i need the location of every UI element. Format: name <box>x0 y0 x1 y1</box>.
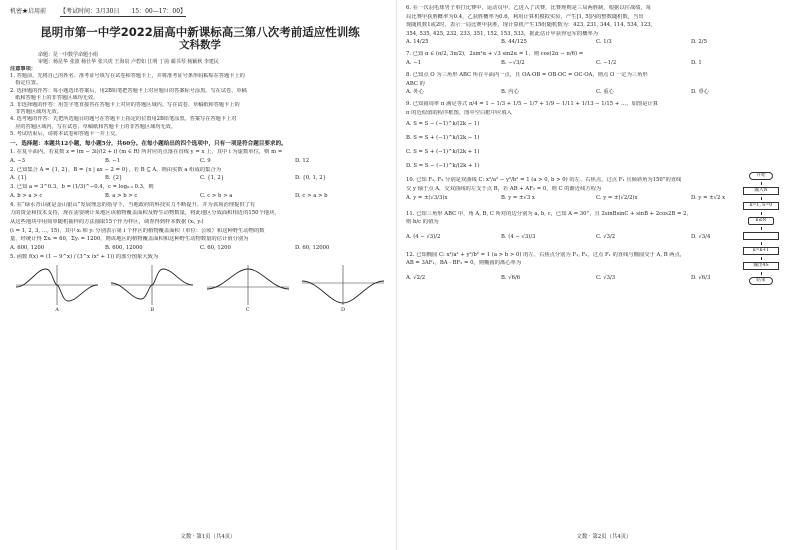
note-line: 应的答题区域内，写在试卷、草稿纸和答题卡上的非答题区域均无效。 <box>10 123 177 130</box>
option: D. c > a > b <box>295 192 328 199</box>
option: D. S = S − (−1)^k/(2k + 1) <box>406 163 480 170</box>
option: A. −1 <box>406 59 422 66</box>
graph-b-plot <box>109 263 195 307</box>
question-5 <box>10 254 390 314</box>
option: D. 2/5 <box>691 39 707 46</box>
question-4 <box>10 202 390 253</box>
option: B. 600, 12000 <box>105 244 143 251</box>
flow-arrow <box>761 182 762 185</box>
notes-list <box>10 73 390 138</box>
question-stem: 5. 函数 f(x) = (1 − 9^x) / (3^x (x² + 1)) 的部分图象大致为 <box>10 253 159 260</box>
option: D. √6/3 <box>691 274 711 281</box>
graph-label: D <box>340 307 345 314</box>
option: C. c > b > a <box>200 192 233 199</box>
note-line: 3. 非选择题的作答：用签字笔直接答在答题卡上对应的答题区域内。写在试卷、草稿纸和答题卡上的 <box>10 102 240 109</box>
option: A. {1} <box>10 175 28 182</box>
flow-arrow <box>761 272 762 275</box>
flow-input: 输入N <box>743 187 779 195</box>
option: C. 9 <box>200 157 211 164</box>
flow-arrow <box>761 227 762 230</box>
question-1 <box>10 149 390 166</box>
question-stem-line: π 的近似值的程序框图，图中空白框中应填入 <box>406 109 512 116</box>
question-6 <box>406 5 786 47</box>
page-divider <box>396 0 397 550</box>
page-1 <box>0 0 396 550</box>
flow-arrow <box>761 257 762 260</box>
option: D. √3/4 <box>691 233 711 240</box>
graph-label: A <box>55 307 59 314</box>
exam-time: 【考试时间：3月30日 15：00—17：00】 <box>60 8 187 15</box>
options <box>406 194 786 203</box>
question-stem: 3. 已知 a = 3^0.3，b = (1/3)^−0.4，c = log₀.₃ 0.3，则 <box>10 184 154 191</box>
note-line: 4. 选考题的作答：先把所选题目的题号在答题卡上指定的位置用2B铅笔涂黑。答案写在答题卡上对 <box>10 116 237 123</box>
option: C. y = ±(√2/2)x <box>596 194 638 201</box>
flow-increment: k=k+1 <box>743 247 779 255</box>
graph-option-a <box>14 263 100 313</box>
option: A. 14/25 <box>406 39 429 46</box>
options <box>10 244 390 253</box>
question-stem-line: 9. 已知圆周率 π 满足等式 π/4 = 1 − 1/3 + 1/5 − 1/7 + 1/9 − 1/11 + 1/13 − 1/15 + …，如图是计算 <box>406 101 659 108</box>
flow-init: k=1, S=0 <box>743 202 779 210</box>
graph-c-plot <box>205 263 291 307</box>
flow-end: 结束 <box>749 277 773 285</box>
note-line: 5. 考试结束后，请将本试卷和答题卡一并上交。 <box>10 130 121 137</box>
option: C. {1, 2} <box>200 175 225 182</box>
graph-option-b <box>109 263 195 313</box>
question-stem-line: (i = 1, 2, 3, …, 15)，其中 xᵢ 和 yᵢ 分别表示第 i 个样区的植物覆盖面积（单位：公顷）和这种野生动物的数 <box>10 227 265 234</box>
option: A. √2/2 <box>406 274 426 281</box>
option: C. √3/3 <box>596 274 616 281</box>
note-line: 2. 选择题的作答：每小题选出答案后，用2B铅笔把答题卡上对应题目的答案标号涂黑。写在试卷、草稿 <box>10 87 247 94</box>
options <box>406 233 786 242</box>
question-stem-line: 12. 已知椭圆 C: x²/a² + y²/b² = 1 (a > b > 0) 的左、右焦点分别为 F₁, F₂，过点 F₁ 的直线与椭圆交于 A, B 两点， <box>406 251 686 258</box>
question-12 <box>406 252 786 283</box>
option: B. 44/125 <box>501 39 527 46</box>
secret-label: 机密★启用前 <box>10 8 47 15</box>
flow-output: 输出4S <box>743 262 779 270</box>
flow-arrow <box>761 242 762 245</box>
options <box>10 157 390 166</box>
exam-title: 昆明市第一中学2022届高中新课标高三第八次考前适应性训练 <box>40 25 360 39</box>
question-stem-line: 局比赛甲获胜概率为0.4，乙获胜概率为0.6，利用计算机模拟实验，产生[1, 5]内的整数随机数，当出 <box>406 13 644 20</box>
question-11 <box>406 211 786 242</box>
question-8 <box>406 72 786 97</box>
question-stem-line: 6. 在一次羽毛球男子单打比赛中，运动员甲、乙进入了决赛，比赛规则是三局两胜制，根据以往战绩，每 <box>406 5 652 11</box>
options <box>406 59 786 68</box>
option: D. {0, 1, 2} <box>295 175 327 182</box>
option: A. 600, 1200 <box>10 244 45 251</box>
graph-option-d <box>300 263 386 313</box>
options <box>406 38 786 47</box>
option: D. 60, 12000 <box>295 244 330 251</box>
option: B. −√3/2 <box>501 59 525 66</box>
option: B. {2} <box>105 175 123 182</box>
option: B. √6/6 <box>501 274 521 281</box>
question-stem: 1. 在复平面内，若复数 z = (m − 3i)/(2 + i) (m ∈ R) 所对应的点落在直线 y = x 上，其中 i 为虚数单位，则 m = <box>10 149 283 156</box>
flow-start: 开始 <box>749 172 773 180</box>
question-stem-line: 力的资金和技术支持，现在需要统计某地区该植物覆盖面积及野生动物数量，将此地区分成面积相近的150个地块， <box>10 210 280 217</box>
question-3 <box>10 184 390 201</box>
option: B. −1 <box>105 157 121 164</box>
option: B. S = S + (−1)^k/(2k − 1) <box>406 135 480 142</box>
note-line: 纸和答题卡上的非答题区域均无效。 <box>10 94 99 101</box>
option: B. 内心 <box>501 89 519 96</box>
question-7 <box>406 51 786 68</box>
question-stem-line: 从这些地块中用简单随机抽样的方法抽取15个作为样区，调查得到样本数据 (xᵢ, yᵢ) <box>10 219 204 225</box>
question-stem-line: 10. 已知 F₁, F₂ 分别是双曲线 C: x²/a² − y²/b² = 1 (a > 0, b > 0) 的左、右焦点，过点 F₁ 且倾斜角为150°的直线 <box>406 177 682 184</box>
question-stem-line: 11. 已知三角形 ABC 中，角 A, B, C 所对的边分别为 a, b, c，已知 A = 30°，且 2sinBsinC + sinB + 2cos2B = 2， <box>406 210 692 217</box>
option: A. 外心 <box>406 89 424 96</box>
option: B. y = ±√3 x <box>501 194 535 201</box>
flowchart <box>740 170 782 287</box>
option: D. 垂心 <box>691 89 710 96</box>
option: C. 60, 1200 <box>200 244 231 251</box>
question-stem-line: ABC 的 <box>406 80 425 87</box>
credits-reviewers: 审题：杨昆华 张波 杨仕华 张兴虎 王海泉 卢碧如 江明 丁茵 蔺书琴 杨颖秋 李建民 <box>38 59 219 65</box>
page-2 <box>398 0 794 550</box>
options <box>10 192 390 201</box>
graph-a-plot <box>14 263 100 307</box>
note-line: 非答题区域均无效。 <box>10 109 62 116</box>
options <box>406 274 786 283</box>
option: A. S = S − (−1)^k/(2k − 1) <box>406 121 480 128</box>
section-heading: 一、选择题：本题共12小题，每小题5分，共60分。在每小题给出的四个选项中，只有一项是符合题目要求的。 <box>10 141 287 148</box>
question-2 <box>10 167 390 184</box>
question-stem-line: 现随机数1或2时，表示一局比赛甲获胜，现计算机产生15组随机数为：423, 231, 344, 114, 534, 123, <box>406 22 653 29</box>
option: A. y = ±(√3/3)x <box>406 194 448 201</box>
function-graphs <box>10 263 390 313</box>
note-line: 指定位置。 <box>10 80 42 87</box>
credits-proposer: 命题：昆一中数学命题小组 <box>38 52 99 58</box>
flow-arrow <box>761 197 762 200</box>
question-stem-line: AB = 3AF₁，BA · BF₂ = 0，则椭圆的离心率为 <box>406 260 522 267</box>
question-10 <box>406 177 786 202</box>
option: C. 重心 <box>596 89 614 96</box>
notes-title: 注意事项： <box>10 66 36 72</box>
option: C. −1/2 <box>596 59 617 66</box>
note-line: 1. 答题前，先将自己的姓名、准考证号填写在试卷和答题卡上，并将准考证号条形码粘贴在答题卡上的 <box>10 73 245 80</box>
question-stem-line: 量，经统计得 Σxᵢ = 60，Σyᵢ = 1200，则该地区的植物覆盖面积和这种野生动物数量的估计值分别为 <box>10 236 249 243</box>
question-stem-line: 交 y 轴于点 A，交双曲线的左支于点 B，若 AB + AF₂ = 0，则 C 的渐近线方程为 <box>406 185 602 192</box>
option: C. 1/3 <box>596 39 612 46</box>
graph-option-c <box>205 263 291 313</box>
question-stem-line: 354, 535, 425, 232, 233, 351, 152, 153, 533，据此估计甲获得冠军的概率为 <box>406 30 599 37</box>
option: B. a > b > c <box>105 192 138 199</box>
option: A. b > a > c <box>10 192 43 199</box>
flow-condition: k≤N <box>748 217 774 225</box>
option: D. y = ±√2 x <box>691 194 726 201</box>
option: D. 1 <box>691 59 702 66</box>
option: A. (4 − √3)/2 <box>406 233 441 240</box>
question-stem-line: 则 b/c 的值为 <box>406 219 439 226</box>
option: B. (4 − √3)/3 <box>501 233 536 240</box>
question-stem: 2. 已知集合 A = {1, 2}，B = {x | ax − 2 = 0}，若 B ⊆ A，则由实数 a 组成的集合为 <box>10 166 222 173</box>
graph-label: C <box>245 307 250 314</box>
option: A. −3 <box>10 157 26 164</box>
option: D. 12 <box>295 157 310 164</box>
page-footer: 文数 · 第1页（共4页） <box>180 534 236 540</box>
exam-header <box>10 6 390 17</box>
question-stem-line: 8. 已知点 O 为三角形 ABC 所在平面内一点，且 OA·OB = OB·OC = OC·OA，则点 O 一定为三角形 <box>406 71 648 78</box>
question-stem: 7. 已知 α ∈ (π/2, 3π/2)，2sin²α + √3 sin2α = 1，则 cos(2α − π/6) = <box>406 51 584 58</box>
flow-arrow <box>761 212 762 215</box>
exam-subtitle: 文科数学 <box>179 39 221 51</box>
graph-label: B <box>150 307 155 314</box>
question-stem-line: 4. 在“绿水青山就是金山银山”发展理念的指导下，当地政府的科技实力不断提升，并为该项治理提供了有 <box>10 201 256 208</box>
graph-d-plot <box>300 263 386 307</box>
option: C. S = S + (−1)^k/(2k + 1) <box>406 149 480 156</box>
option: C. √3/2 <box>596 233 616 240</box>
options <box>406 88 786 97</box>
question-9 <box>406 101 726 173</box>
options <box>10 174 390 183</box>
flow-blank-box <box>743 232 779 240</box>
page-footer: 文数 · 第2页（共4页） <box>576 534 632 540</box>
